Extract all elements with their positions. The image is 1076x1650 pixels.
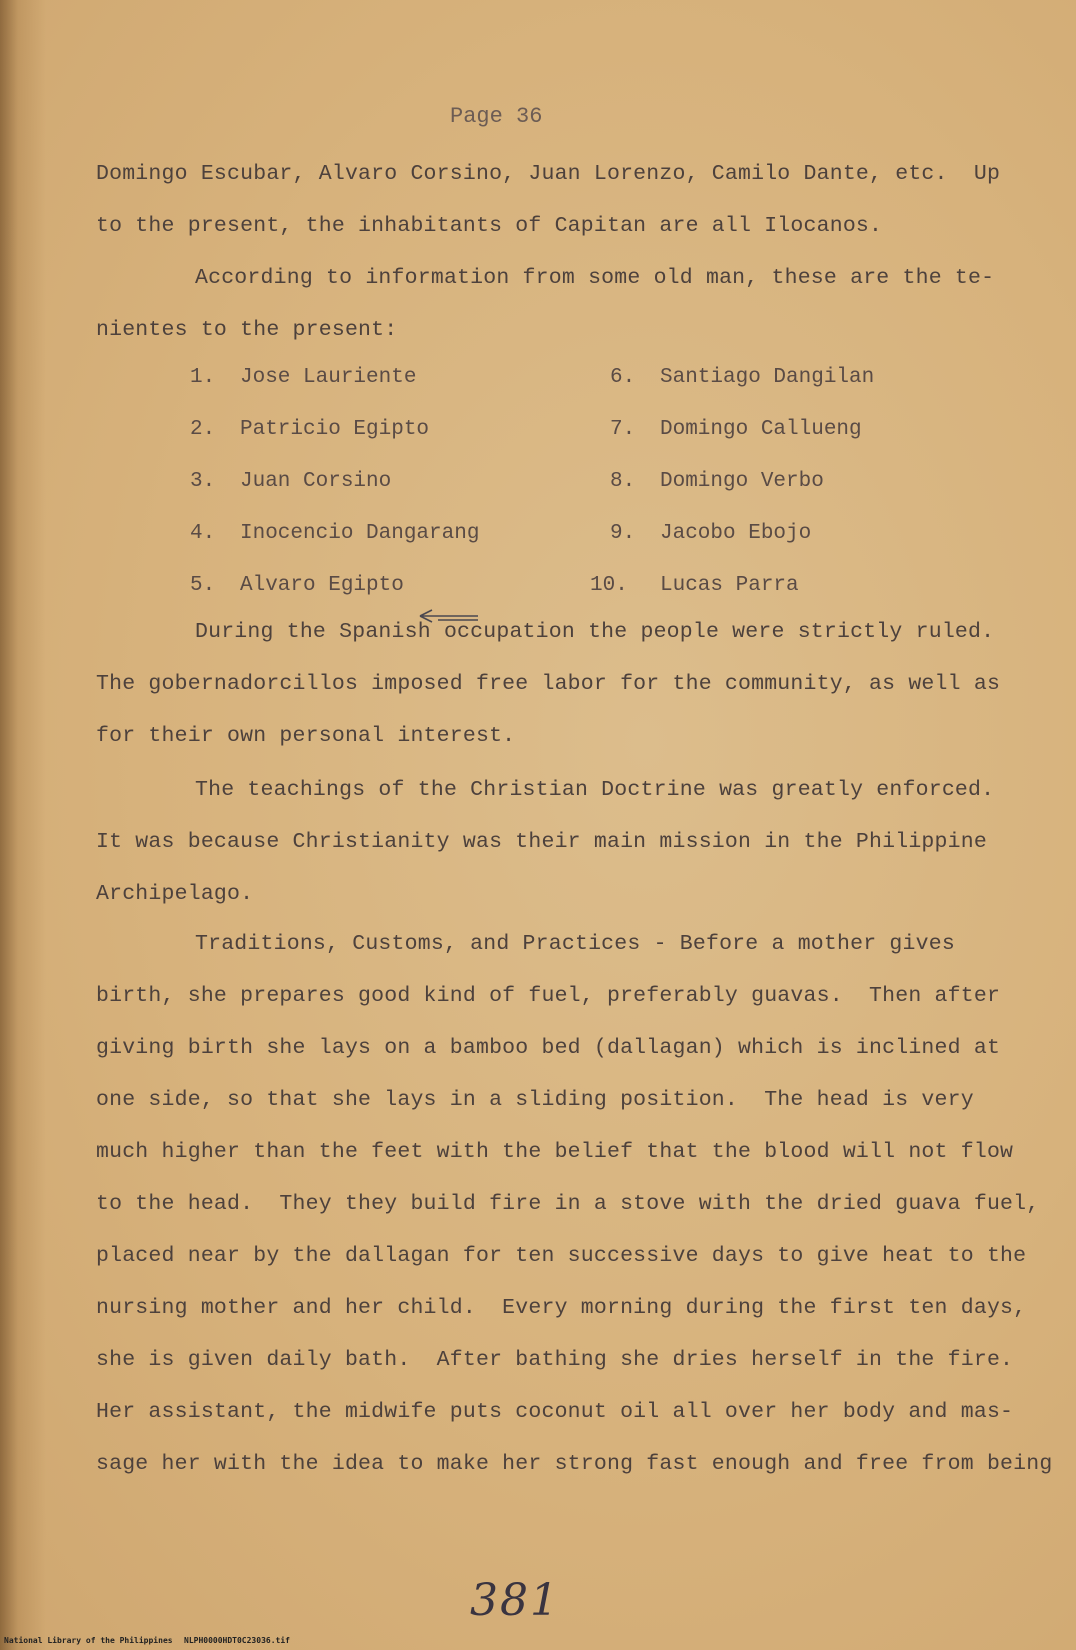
teniente-number: 6. (610, 366, 636, 389)
paragraph-5-line-4: one side, so that she lays in a sliding position. The head is very (96, 1088, 974, 1112)
teniente-number: 10. (590, 574, 628, 597)
teniente-number: 5. (190, 574, 216, 597)
teniente-number: 9. (610, 522, 636, 545)
teniente-number: 4. (190, 522, 216, 545)
teniente-number: 3. (190, 470, 216, 493)
teniente-item (610, 418, 862, 441)
paragraph-5-line-8: nursing mother and her child. Every morning during the first ten days, (96, 1296, 1027, 1320)
paragraph-4-line-1: The teachings of the Christian Doctrine was greatly enforced. (195, 778, 995, 802)
teniente-name: Alvaro Egipto (240, 574, 404, 597)
paragraph-1-line-2: to the present, the inhabitants of Capitan are all Ilocanos. (96, 214, 883, 238)
paragraph-5-line-1: Traditions, Customs, and Practices - Before a mother gives (195, 932, 955, 956)
paragraph-4-line-2: It was because Christianity was their main mission in the Philippine (96, 830, 987, 854)
paragraph-4-line-3: Archipelago. (96, 882, 254, 906)
paragraph-5-line-7: placed near by the dallagan for ten successive days to give heat to the (96, 1244, 1027, 1268)
paragraph-3-line-3: for their own personal interest. (96, 724, 516, 748)
paragraph-3-line-1: During the Spanish occupation the people were strictly ruled. (195, 620, 995, 644)
teniente-name: Domingo Callueng (660, 418, 862, 441)
teniente-item (190, 522, 479, 545)
teniente-name: Juan Corsino (240, 470, 392, 493)
teniente-item (610, 470, 824, 493)
teniente-number: 2. (190, 418, 216, 441)
paragraph-5-line-9: she is given daily bath. After bathing she dries herself in the fire. (96, 1348, 1014, 1372)
teniente-item (190, 470, 391, 493)
paragraph-5-line-2: birth, she prepares good kind of fuel, preferably guavas. Then after (96, 984, 1001, 1008)
teniente-name: Inocencio Dangarang (240, 522, 480, 545)
paragraph-5-line-6: to the head. They they build fire in a stove with the dried guava fuel, (96, 1192, 1040, 1216)
paragraph-5-line-11: sage her with the idea to make her strong fast enough and free from being (96, 1452, 1053, 1476)
footer-filename: NLPH0000HDT0C23036.tif (184, 1636, 290, 1645)
paragraph-3-line-2: The gobernadorcillos imposed free labor for the community, as well as (96, 672, 1001, 696)
footer-library: National Library of the Philippines (4, 1636, 173, 1645)
teniente-item (190, 574, 404, 597)
page-number: Page 36 (450, 104, 543, 129)
paragraph-1-line-1: Domingo Escubar, Alvaro Corsino, Juan Lorenzo, Camilo Dante, etc. Up (96, 162, 1001, 186)
teniente-name: Santiago Dangilan (660, 366, 875, 389)
teniente-item (190, 418, 429, 441)
teniente-item (590, 574, 799, 597)
teniente-name: Jose Lauriente (240, 366, 417, 389)
paragraph-2-line-2: nientes to the present: (96, 318, 398, 342)
teniente-number: 1. (190, 366, 216, 389)
paragraph-2-line-1: According to information from some old man, these are the te- (195, 266, 995, 290)
teniente-number: 8. (610, 470, 636, 493)
teniente-name: Jacobo Ebojo (660, 522, 812, 545)
teniente-item (610, 522, 811, 545)
paragraph-5-line-5: much higher than the feet with the belief that the blood will not flow (96, 1140, 1014, 1164)
teniente-item (610, 366, 874, 389)
handwritten-page-number: 381 (470, 1575, 560, 1626)
teniente-item (190, 366, 416, 389)
teniente-name: Domingo Verbo (660, 470, 824, 493)
teniente-number: 7. (610, 418, 636, 441)
teniente-name: Lucas Parra (660, 574, 799, 597)
teniente-name: Patricio Egipto (240, 418, 430, 441)
paragraph-5-line-3: giving birth she lays on a bamboo bed (dallagan) which is inclined at (96, 1036, 1001, 1060)
paragraph-5-line-10: Her assistant, the midwife puts coconut oil all over her body and mas- (96, 1400, 1014, 1424)
